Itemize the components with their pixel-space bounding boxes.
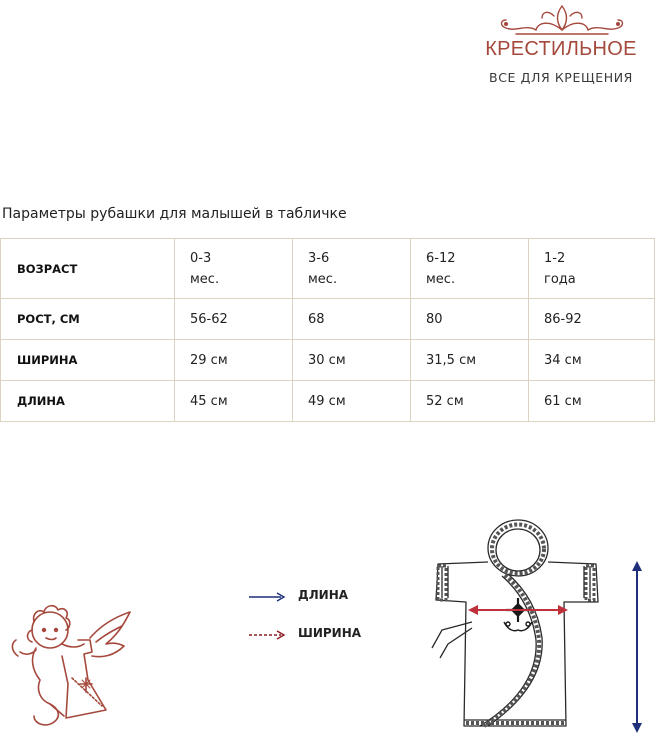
table-cell: 56-62	[175, 299, 293, 340]
table-caption: Параметры рубашки для малышей в табличке	[2, 206, 347, 222]
legend-item-length	[248, 588, 388, 606]
table-cell: 80	[411, 299, 529, 340]
row-header-height: РОСТ, СМ	[1, 299, 175, 340]
length-arrow-icon	[628, 560, 646, 734]
table-row-width	[1, 340, 655, 381]
table-cell: 49 см	[293, 381, 411, 422]
table-cell: 52 см	[411, 381, 529, 422]
legend	[248, 588, 388, 648]
table-cell: 34 см	[529, 340, 655, 381]
table-cell: 29 см	[175, 340, 293, 381]
legend-item-width	[248, 626, 388, 644]
row-header-length: ДЛИНА	[1, 381, 175, 422]
legend-label: ШИРИНА	[298, 626, 362, 640]
size-table	[0, 238, 655, 422]
brand-logo	[470, 2, 652, 92]
logo-ornament-icon	[496, 2, 628, 40]
table-cell: 3-6 мес.	[293, 239, 411, 299]
table-cell: 45 см	[175, 381, 293, 422]
logo-subtitle: ВСЕ ДЛЯ КРЕЩЕНИЯ	[489, 70, 633, 85]
table-cell: 68	[293, 299, 411, 340]
row-header-width: ШИРИНА	[1, 340, 175, 381]
table-cell: 1-2 года	[529, 239, 655, 299]
baptism-gown-illustration	[428, 518, 608, 734]
angel-illustration	[6, 600, 134, 730]
blue-arrow-icon	[248, 592, 286, 602]
table-row-length	[1, 381, 655, 422]
table-cell: 30 см	[293, 340, 411, 381]
legend-label: ДЛИНА	[298, 588, 349, 602]
table-row-age	[1, 239, 655, 299]
table-cell: 0-3 мес.	[175, 239, 293, 299]
red-arrow-icon	[248, 630, 286, 640]
logo-title: КРЕСТИЛЬНОЕ	[485, 38, 637, 60]
table-cell: 61 см	[529, 381, 655, 422]
table-cell: 6-12 мес.	[411, 239, 529, 299]
table-row-height	[1, 299, 655, 340]
table-cell: 86-92	[529, 299, 655, 340]
table-cell: 31,5 см	[411, 340, 529, 381]
row-header-age: ВОЗРАСТ	[1, 239, 175, 299]
